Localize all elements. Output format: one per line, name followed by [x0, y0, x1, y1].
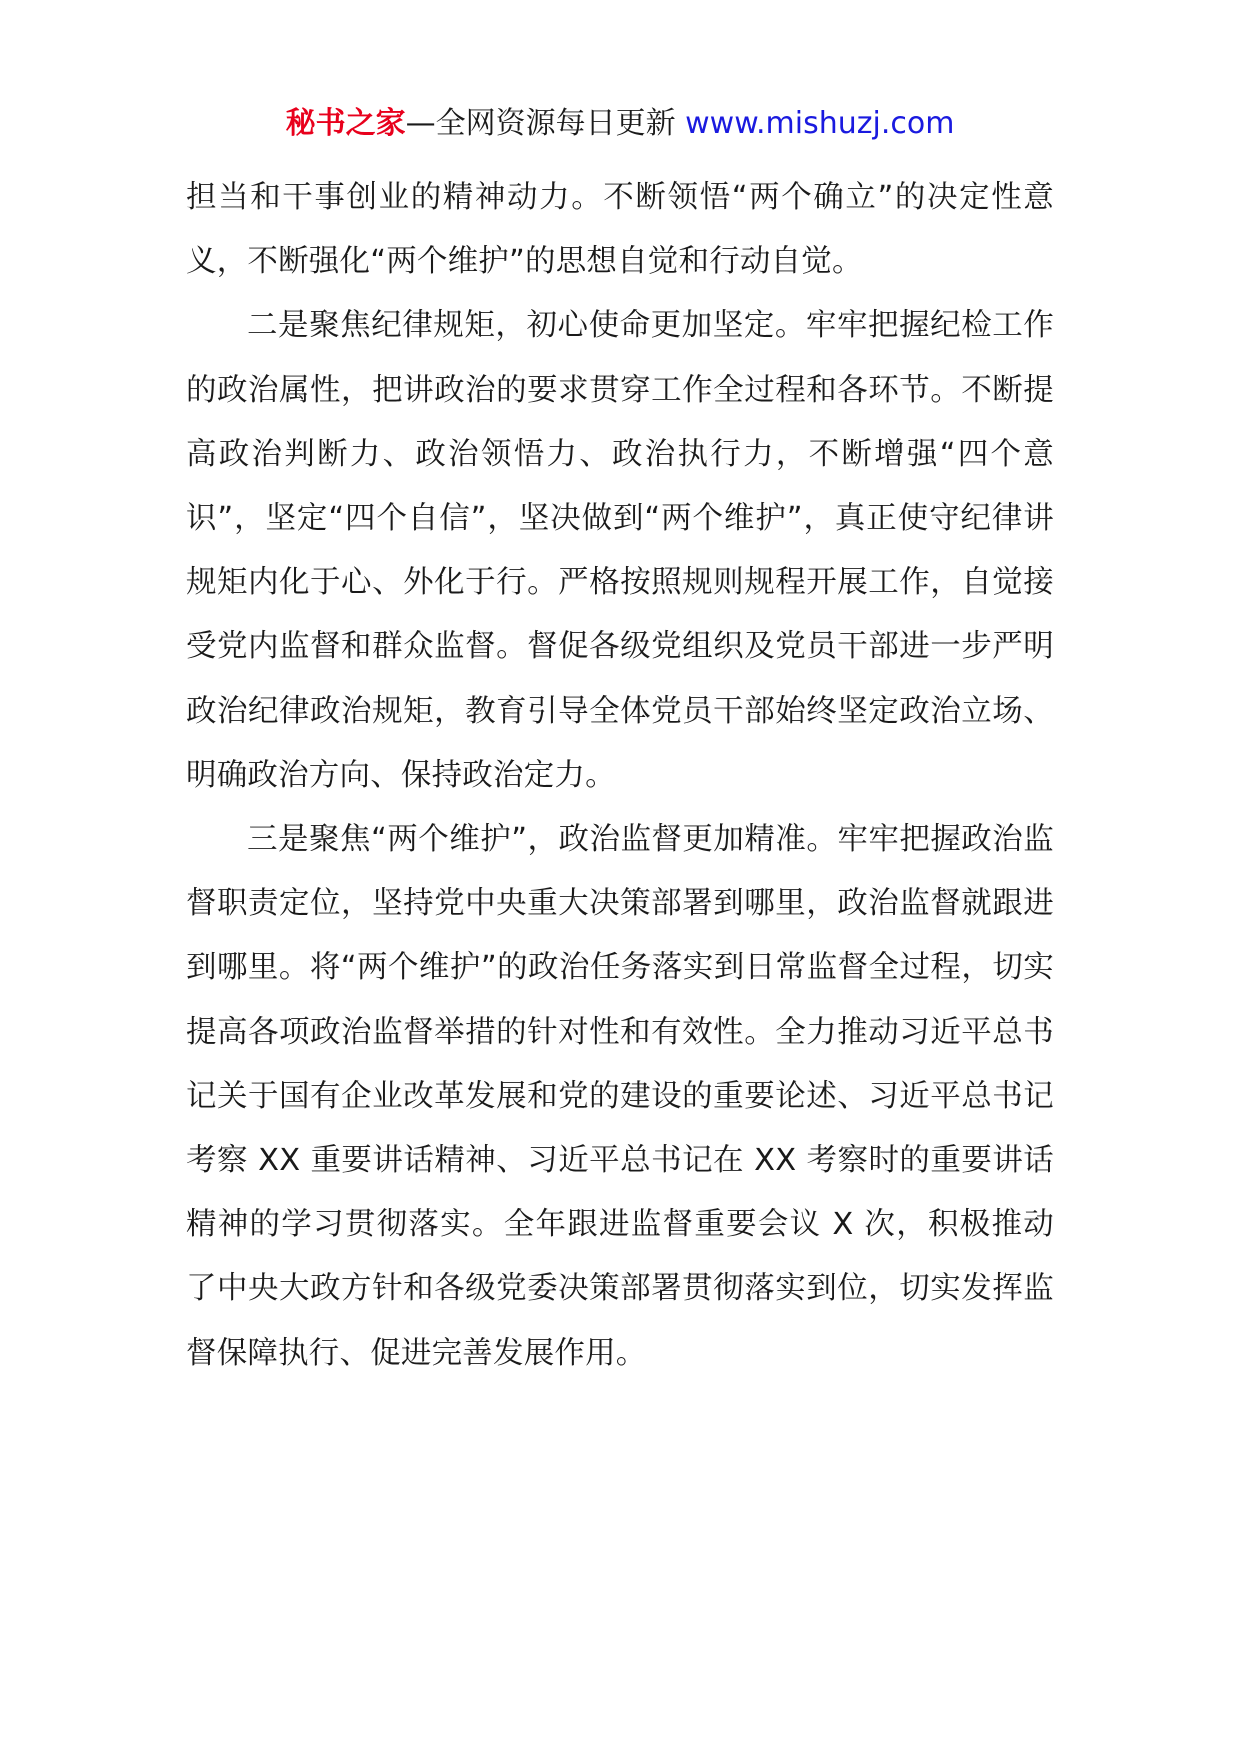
website-link[interactable]: www.mishuzj.com: [685, 106, 955, 141]
paragraph-3: 三是聚焦“两个维护”，政治监督更加精准。牢牢把握政治监督职责定位，坚持党中央重大决策部署到哪里，政治监督就跟进到哪里。将“两个维护”的政治任务落实到日常监督全过程，切实提高各项政治监督举措的针对性和有效性。全力推动习近平总书记关于国有企业改革发展和党的建设的重要论述、习近平总书记考察 XX 重要讲话精神、习近平总书记在 XX 考察时的重要讲话精神的学习贯彻落实。全年跟进监督重要会议 X 次，积极推动了中央大政方针和各级党委决策部署贯彻落实到位，切实发挥监督保障执行、促进完善发展作用。: [186, 822, 1054, 1371]
paragraph-2: 二是聚焦纪律规矩，初心使命更加坚定。牢牢把握纪检工作的政治属性，把讲政治的要求贯穿工作全过程和各环节。不断提高政治判断力、政治领悟力、政治执行力，不断增强“四个意识”，坚定“四个自信”，坚决做到“两个维护”，真正使守纪律讲规矩内化于心、外化于行。严格按照规则规程开展工作，自觉接受党内监督和群众监督。督促各级党组织及党员干部进一步严明政治纪律政治规矩，教育引导全体党员干部始终坚定政治立场、明确政治方向、保持政治定力。: [186, 308, 1054, 793]
brand-name: 秘书之家: [285, 106, 406, 141]
document-body: [186, 166, 1054, 1386]
paragraph-1: 担当和干事创业的精神动力。不断领悟“两个确立”的决定性意义，不断强化“两个维护”的思想自觉和行动自觉。: [186, 180, 1054, 280]
header-slogan: —全网资源每日更新: [405, 106, 686, 141]
page-header: [0, 104, 1240, 144]
